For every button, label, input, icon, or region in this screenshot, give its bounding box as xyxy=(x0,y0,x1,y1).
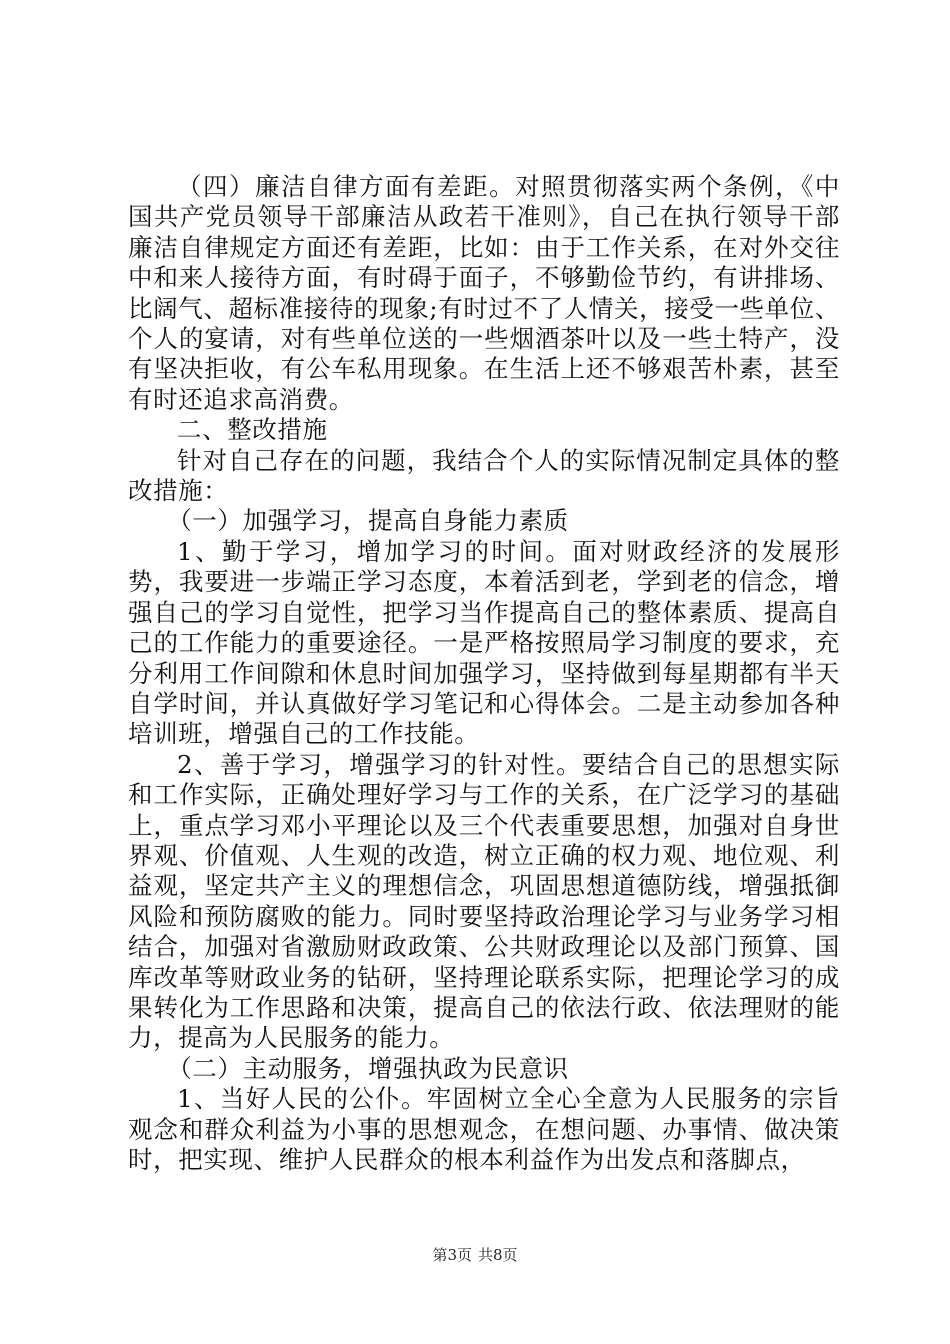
paragraph-integrity-gap: （四）廉洁自律方面有差距。对照贯彻落实两个条例，《中国共产党员领导干部廉洁从政若干准则》，自己在执行领导干部廉洁自律规定方面还有差距，比如：由于工作关系，在对外交往中和来人接待方面，有时碍于面子，不够勤俭节约，有讲排场、比阔气、超标准接待的现象;有时过不了人情关，接受一些单位、个人的宴请，对有些单位送的一些烟酒茶叶以及一些土特产，没有坚决拒收，有公车私用现象。在生活上还不够艰苦朴素，甚至有时还追求高消费。 xyxy=(128,172,840,414)
paragraph-public-servant: 1、当好人民的公仆。牢固树立全心全意为人民服务的宗旨观念和群众利益为小事的思想观念，在想问题、办事情、做决策时，把实现、维护人民群众的根本利益作为出发点和落脚点， xyxy=(128,1084,840,1174)
paragraph-targeted-study: 2、善于学习，增强学习的针对性。要结合自己的思想实际和工作实际，正确处理好学习与工作的关系，在广泛学习的基础上，重点学习邓小平理论以及三个代表重要思想，加强对自身世界观、价值观、人生观的改造，树立正确的权力观、地位观、利益观，坚定共产主义的理想信念，巩固思想道德防线，增强抵御风险和预防腐败的能力。同时要坚持政治理论学习与业务学习相结合，加强对省激励财政政策、公共财政理论以及部门预算、国库改革等财政业务的钻研，坚持理论联系实际，把理论学习的成果转化为工作思路和决策，提高自己的依法行政、依法理财的能力，提高为人民服务的能力。 xyxy=(128,749,840,1053)
page-footer xyxy=(0,1244,950,1265)
document-body xyxy=(128,172,840,1175)
page-number-current: 第3页 xyxy=(432,1246,472,1264)
paragraph-diligent-study: 1、勤于学习，增加学习的时间。面对财政经济的发展形势，我要进一步端正学习态度，本着活到老，学到老的信念，增强自己的学习自觉性，把学习当作提高自己的整体素质、提高自己的工作能力的重要途径。一是严格按照局学习制度的要求，充分利用工作间隙和休息时间加强学习，坚持做到每星期都有半天自学时间，并认真做好学习笔记和心得体会。二是主动参加各种培训班，增强自己的工作技能。 xyxy=(128,536,840,749)
heading-strengthen-study: （一）加强学习，提高自身能力素质 xyxy=(167,506,569,536)
heading-rectification-measures: 二、整改措施 xyxy=(177,415,328,445)
heading-active-service: （二）主动服务，增强执政为民意识 xyxy=(167,1053,569,1083)
page-number-total: 共8页 xyxy=(478,1246,518,1264)
paragraph-measures-intro: 针对自己存在的问题，我结合个人的实际情况制定具体的整改措施： xyxy=(128,445,840,506)
